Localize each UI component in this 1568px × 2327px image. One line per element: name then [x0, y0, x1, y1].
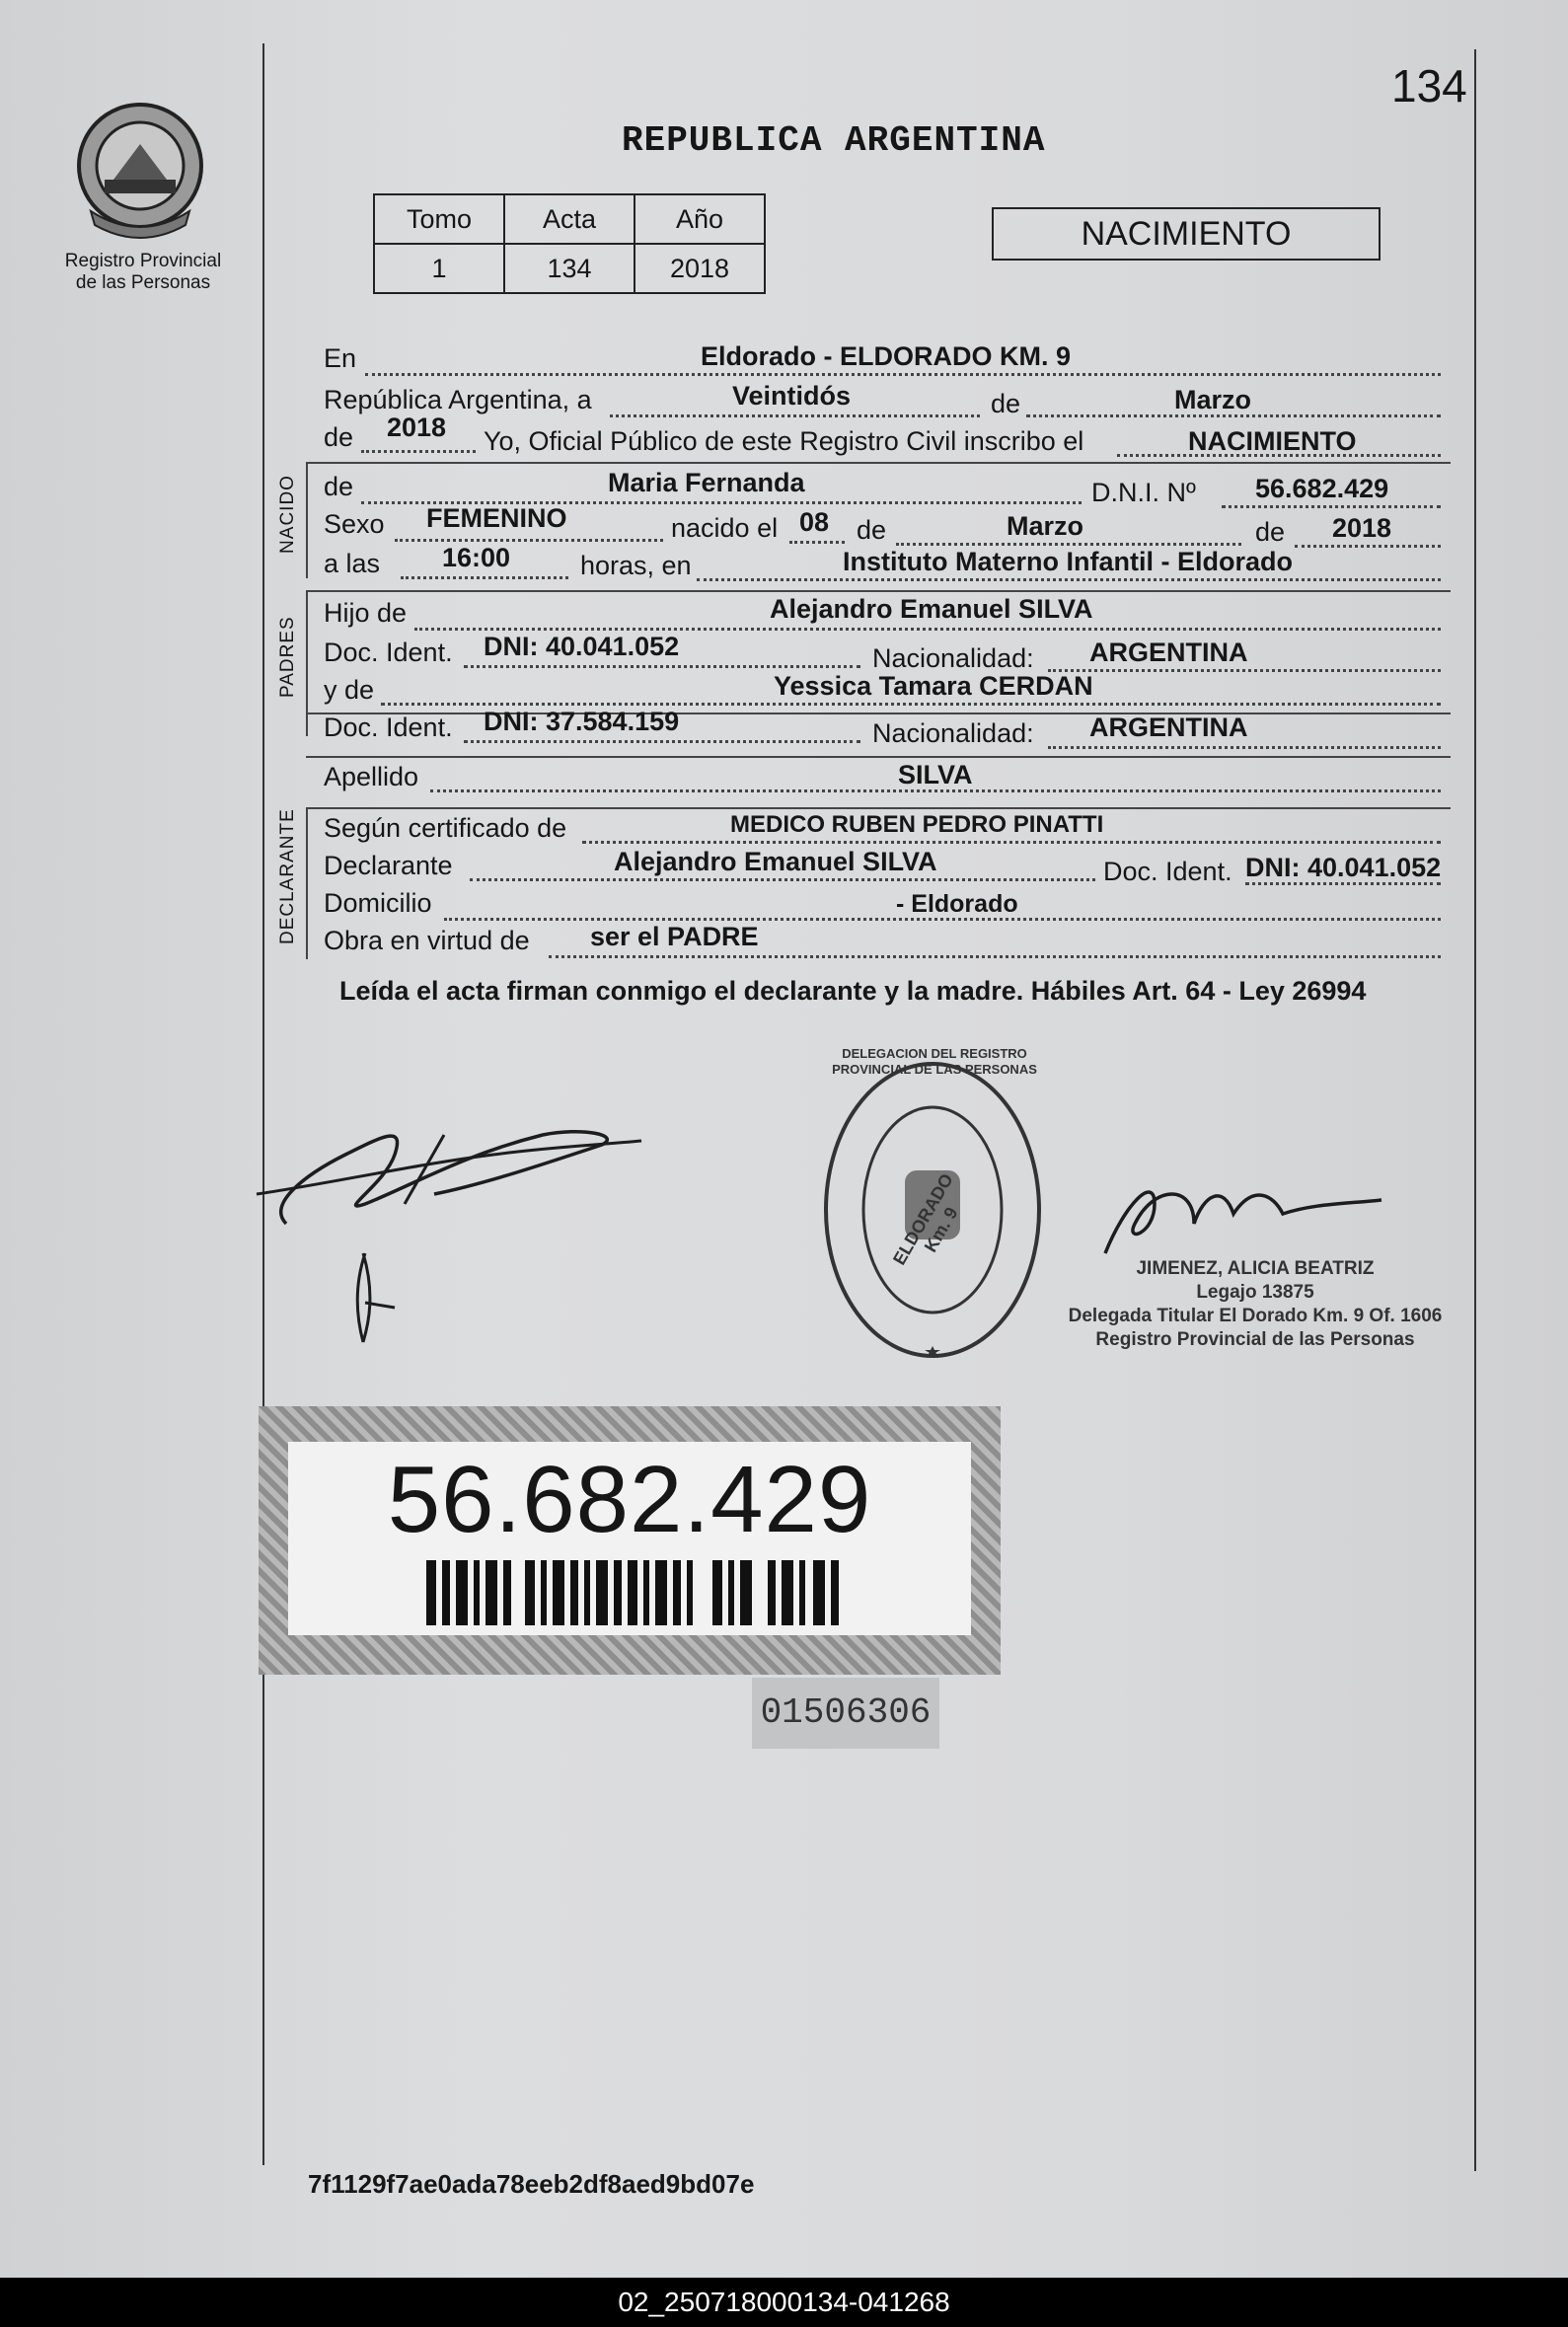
label-nacionalidad-padre: Nacionalidad:	[872, 643, 1034, 673]
value-dia-letra: Veintidós	[732, 381, 852, 411]
label-nacido-el: nacido el	[671, 513, 779, 543]
label-en: En	[324, 343, 357, 373]
barcode	[426, 1560, 841, 1625]
label-doc-ident-madre: Doc. Ident.	[324, 713, 453, 742]
side-label-padres: PADRES	[277, 616, 298, 698]
record-table-value-row	[374, 244, 765, 293]
record-table	[373, 193, 766, 294]
value-madre-dni: DNI: 37.584.159	[484, 707, 680, 736]
section-separator	[306, 807, 1451, 809]
official-registry: Registro Provincial de las Personas	[1095, 1329, 1415, 1350]
official-title: Delegada Titular El Dorado Km. 9 Of. 1606	[1068, 1306, 1443, 1326]
header-acta: Acta	[504, 194, 635, 244]
label-de-anio: de	[1255, 517, 1286, 547]
value-padre-dni: DNI: 40.041.052	[484, 632, 680, 661]
label-y-de: y de	[324, 675, 375, 705]
value-obra: ser el PADRE	[590, 922, 759, 951]
label-de: de	[991, 389, 1021, 418]
value-lugar-nac: Instituto Materno Infantil - Eldorado	[843, 547, 1293, 576]
value-declarante-dni: DNI: 40.041.052	[1245, 853, 1442, 882]
document-type-box: NACIMIENTO	[992, 207, 1381, 261]
dni-barcode-card	[259, 1406, 1001, 1675]
dotted-line	[1048, 669, 1441, 672]
label-declarante: Declarante	[324, 851, 453, 880]
official-legajo: Legajo 13875	[1196, 1282, 1314, 1303]
value-padre-nac: ARGENTINA	[1089, 638, 1248, 667]
dotted-line	[464, 665, 860, 668]
section-bar	[306, 809, 308, 959]
section-separator	[306, 590, 1451, 592]
label-de-nombre: de	[324, 472, 354, 501]
value-apellido: SILVA	[898, 760, 973, 789]
value-mes-nac: Marzo	[1007, 511, 1084, 541]
value-nombre: Maria Fernanda	[608, 468, 805, 497]
section-separator	[306, 462, 1451, 464]
dotted-line	[470, 878, 1095, 881]
footer-filename: 02_250718000134-041268	[0, 2278, 1568, 2327]
label-horas-en: horas, en	[580, 551, 692, 580]
label-nacionalidad-madre: Nacionalidad:	[872, 718, 1034, 748]
label-domicilio: Domicilio	[324, 888, 432, 918]
dotted-line	[464, 740, 860, 743]
record-table-header-row	[374, 194, 765, 244]
value-anio: 2018	[635, 244, 765, 293]
province-logo	[71, 95, 209, 243]
label-de-mes: de	[857, 515, 887, 545]
side-label-nacido: NACIDO	[277, 475, 298, 554]
dotted-line	[549, 955, 1441, 958]
value-lugar: Eldorado - ELDORADO KM. 9	[701, 341, 1072, 371]
value-sexo: FEMENINO	[426, 503, 567, 533]
label-obra: Obra en virtud de	[324, 926, 530, 955]
dotted-line	[414, 628, 1441, 631]
dni-card-number: 56.682.429	[387, 1447, 872, 1552]
official-stamp-text	[1058, 1257, 1453, 1352]
registry-label-line2: de las Personas	[75, 272, 211, 293]
value-declarante: Alejandro Emanuel SILVA	[614, 847, 937, 876]
label-segun: Según certificado de	[324, 813, 567, 843]
seal-outer-text-visible: DELEGACION DEL REGISTRO PROVINCIAL DE LAS PERSONAS	[832, 1046, 1037, 1077]
value-dni: 56.682.429	[1255, 474, 1389, 503]
dotted-line	[401, 576, 568, 579]
value-anio-nac: 2018	[1332, 513, 1392, 543]
value-mes: Marzo	[1174, 385, 1252, 414]
header-anio: Año	[635, 194, 765, 244]
barcode-inner	[288, 1442, 971, 1635]
section-bar	[306, 464, 308, 578]
value-acta: 134	[504, 244, 635, 293]
dotted-line	[381, 703, 1441, 706]
value-tomo: 1	[374, 244, 504, 293]
registry-label-line1: Registro Provincial	[64, 251, 222, 271]
label-apellido: Apellido	[324, 762, 419, 791]
label-doc-ident-padre: Doc. Ident.	[324, 638, 453, 667]
dotted-line	[1048, 746, 1441, 749]
label-yo: Yo, Oficial Público de este Registro Civil inscribo el	[484, 426, 1084, 456]
dotted-line	[896, 543, 1241, 546]
value-padre: Alejandro Emanuel SILVA	[770, 594, 1093, 624]
page-title: REPUBLICA ARGENTINA	[622, 120, 1046, 161]
label-republica: República Argentina, a	[324, 385, 592, 414]
section-separator	[306, 756, 1451, 758]
right-margin-line	[1474, 49, 1476, 2171]
dotted-line	[610, 414, 980, 417]
label-doc-ident-declarante: Doc. Ident.	[1103, 857, 1232, 886]
label-sexo: Sexo	[324, 509, 385, 539]
label-hijo-de: Hijo de	[324, 598, 408, 628]
dotted-line	[697, 578, 1441, 581]
side-label-declarante: DECLARANTE	[277, 808, 298, 944]
registry-label	[39, 251, 247, 294]
dotted-line	[1222, 505, 1441, 508]
header-tomo: Tomo	[374, 194, 504, 244]
value-domicilio: - Eldorado	[896, 890, 1018, 918]
dotted-line	[582, 841, 1441, 844]
dotted-line	[395, 539, 663, 542]
value-madre-nac: ARGENTINA	[1089, 713, 1248, 742]
section-separator	[306, 713, 1451, 714]
value-hora: 16:00	[442, 543, 511, 572]
dotted-line	[1295, 545, 1441, 548]
document-hash: 7f1129f7ae0ada78eeb2df8aed9bd07e	[308, 2169, 755, 2199]
official-name: JIMENEZ, ALICIA BEATRIZ	[1136, 1258, 1375, 1279]
label-dni: D.N.I. Nº	[1091, 478, 1196, 507]
declarant-signature	[247, 1095, 661, 1372]
seal-inner-text: ELDORADO Km. 9	[889, 1169, 962, 1269]
dotted-line	[361, 450, 476, 453]
label-a-las: a las	[324, 549, 381, 578]
dotted-line	[365, 373, 1441, 376]
value-certificado: MEDICO RUBEN PEDRO PINATTI	[730, 811, 1104, 838]
value-tipo: NACIMIENTO	[1188, 426, 1357, 456]
dotted-line	[789, 541, 845, 544]
value-anio: 2018	[387, 413, 447, 442]
page-number: 134	[1391, 60, 1467, 112]
label-de-2: de	[324, 422, 354, 452]
serial-number: 01506306	[752, 1678, 939, 1749]
section-bar	[306, 592, 308, 736]
value-madre: Yessica Tamara CERDAN	[774, 671, 1093, 701]
value-dia-nac: 08	[799, 507, 830, 537]
closing-text: Leída el acta firman conmigo el declarante y la madre. Hábiles Art. 64 - Ley 26994	[339, 976, 1367, 1006]
